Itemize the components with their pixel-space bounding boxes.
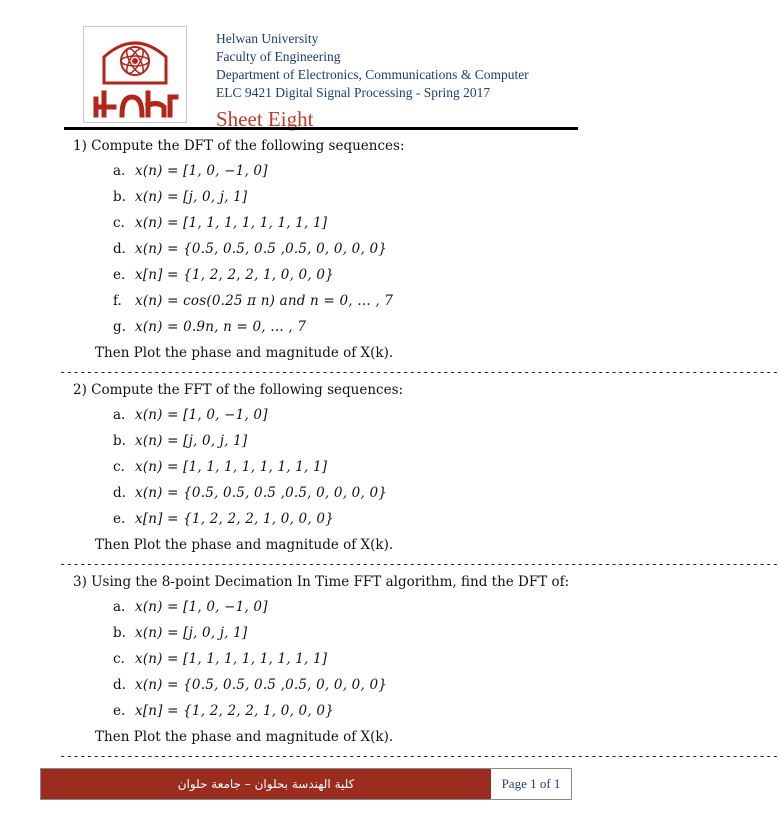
item-label: f.	[113, 293, 122, 309]
item-label: e.	[113, 511, 126, 527]
item-expression: x(n) = 0.9n, n = 0, … , 7	[135, 319, 307, 335]
sheet-title: Sheet Eight	[216, 107, 314, 131]
item-label: c.	[113, 459, 125, 475]
item-expression: x(n) = [1, 1, 1, 1, 1, 1, 1, 1]	[135, 459, 328, 475]
item-expression: x(n) = [1, 1, 1, 1, 1, 1, 1, 1]	[135, 215, 328, 231]
question-item	[73, 184, 583, 210]
item-expression: x(n) = {0.5, 0.5, 0.5 ,0.5, 0, 0, 0, 0}	[135, 485, 388, 501]
item-label: d.	[113, 241, 126, 257]
question-2	[59, 378, 779, 571]
question-item	[73, 236, 583, 262]
question-instruction: Then Plot the phase and magnitude of X(k).	[95, 729, 394, 745]
item-label: c.	[113, 651, 125, 667]
question-item	[73, 454, 583, 480]
item-expression: x[n] = {1, 2, 2, 2, 1, 0, 0, 0}	[135, 267, 334, 283]
item-label: d.	[113, 677, 126, 693]
faculty-name: Faculty of Engineering	[216, 49, 341, 64]
question-item	[73, 158, 583, 184]
question-item	[73, 210, 583, 236]
header-rule	[64, 127, 578, 130]
item-label: d.	[113, 485, 126, 501]
item-expression: x(n) = [j, 0, j, 1]	[135, 625, 248, 641]
item-expression: x(n) = [1, 1, 1, 1, 1, 1, 1, 1]	[135, 651, 328, 667]
item-expression: x(n) = cos(0.25 π n) and n = 0, … , 7	[135, 293, 394, 309]
item-expression: x(n) = [1, 0, −1, 0]	[135, 599, 268, 615]
question-item	[73, 288, 583, 314]
item-expression: x(n) = {0.5, 0.5, 0.5 ,0.5, 0, 0, 0, 0}	[135, 241, 388, 257]
question-item	[73, 402, 583, 428]
question-item	[73, 428, 583, 454]
item-expression: x(n) = {0.5, 0.5, 0.5 ,0.5, 0, 0, 0, 0}	[135, 677, 388, 693]
item-expression: x[n] = {1, 2, 2, 2, 1, 0, 0, 0}	[135, 511, 334, 527]
course-name: ELC 9421 Digital Signal Processing - Spring 2017	[216, 85, 491, 100]
question-item	[73, 480, 583, 506]
question-title: 2) Compute the FFT of the following sequences:	[73, 382, 404, 398]
page-number: Page 1 of 1	[491, 769, 571, 799]
item-expression: x(n) = [j, 0, j, 1]	[135, 189, 248, 205]
question-1	[59, 134, 779, 379]
item-label: b.	[113, 433, 126, 449]
university-name: Helwan University	[216, 31, 319, 46]
item-label: b.	[113, 625, 126, 641]
university-logo	[83, 26, 187, 123]
question-item	[73, 262, 583, 288]
footer-arabic-text: كلية الهندسة بحلوان – جامعة حلوان	[41, 769, 491, 799]
question-item	[73, 314, 583, 340]
item-expression: x(n) = [1, 0, −1, 0]	[135, 163, 268, 179]
item-label: b.	[113, 189, 126, 205]
question-item	[73, 506, 583, 532]
question-item	[73, 672, 583, 698]
item-label: a.	[113, 407, 126, 423]
questions-container	[59, 134, 779, 763]
item-label: a.	[113, 163, 126, 179]
item-label: c.	[113, 215, 125, 231]
department-name: Department of Electronics, Communications & Computer	[216, 67, 529, 82]
item-label: g.	[113, 319, 126, 335]
dashed-separator: -----------------------------------------------------------------------------------------------------------	[59, 749, 779, 763]
question-item	[73, 646, 583, 672]
university-seal-logo-icon	[84, 27, 186, 122]
question-item	[73, 698, 583, 724]
footer	[40, 768, 572, 800]
dashed-separator: -----------------------------------------------------------------------------------------------------------	[59, 557, 779, 571]
item-expression: x(n) = [1, 0, −1, 0]	[135, 407, 268, 423]
question-item	[73, 594, 583, 620]
question-3	[59, 570, 779, 763]
header-block	[216, 30, 529, 132]
item-expression: x(n) = [j, 0, j, 1]	[135, 433, 248, 449]
question-title: 1) Compute the DFT of the following sequences:	[73, 138, 405, 154]
question-instruction: Then Plot the phase and magnitude of X(k).	[95, 345, 394, 361]
dashed-separator: -----------------------------------------------------------------------------------------------------------	[59, 365, 779, 379]
item-label: e.	[113, 703, 126, 719]
item-label: e.	[113, 267, 126, 283]
question-instruction: Then Plot the phase and magnitude of X(k).	[95, 537, 394, 553]
question-item	[73, 620, 583, 646]
item-expression: x[n] = {1, 2, 2, 2, 1, 0, 0, 0}	[135, 703, 334, 719]
item-label: a.	[113, 599, 126, 615]
question-title: 3) Using the 8-point Decimation In Time FFT algorithm, find the DFT of:	[73, 574, 570, 590]
